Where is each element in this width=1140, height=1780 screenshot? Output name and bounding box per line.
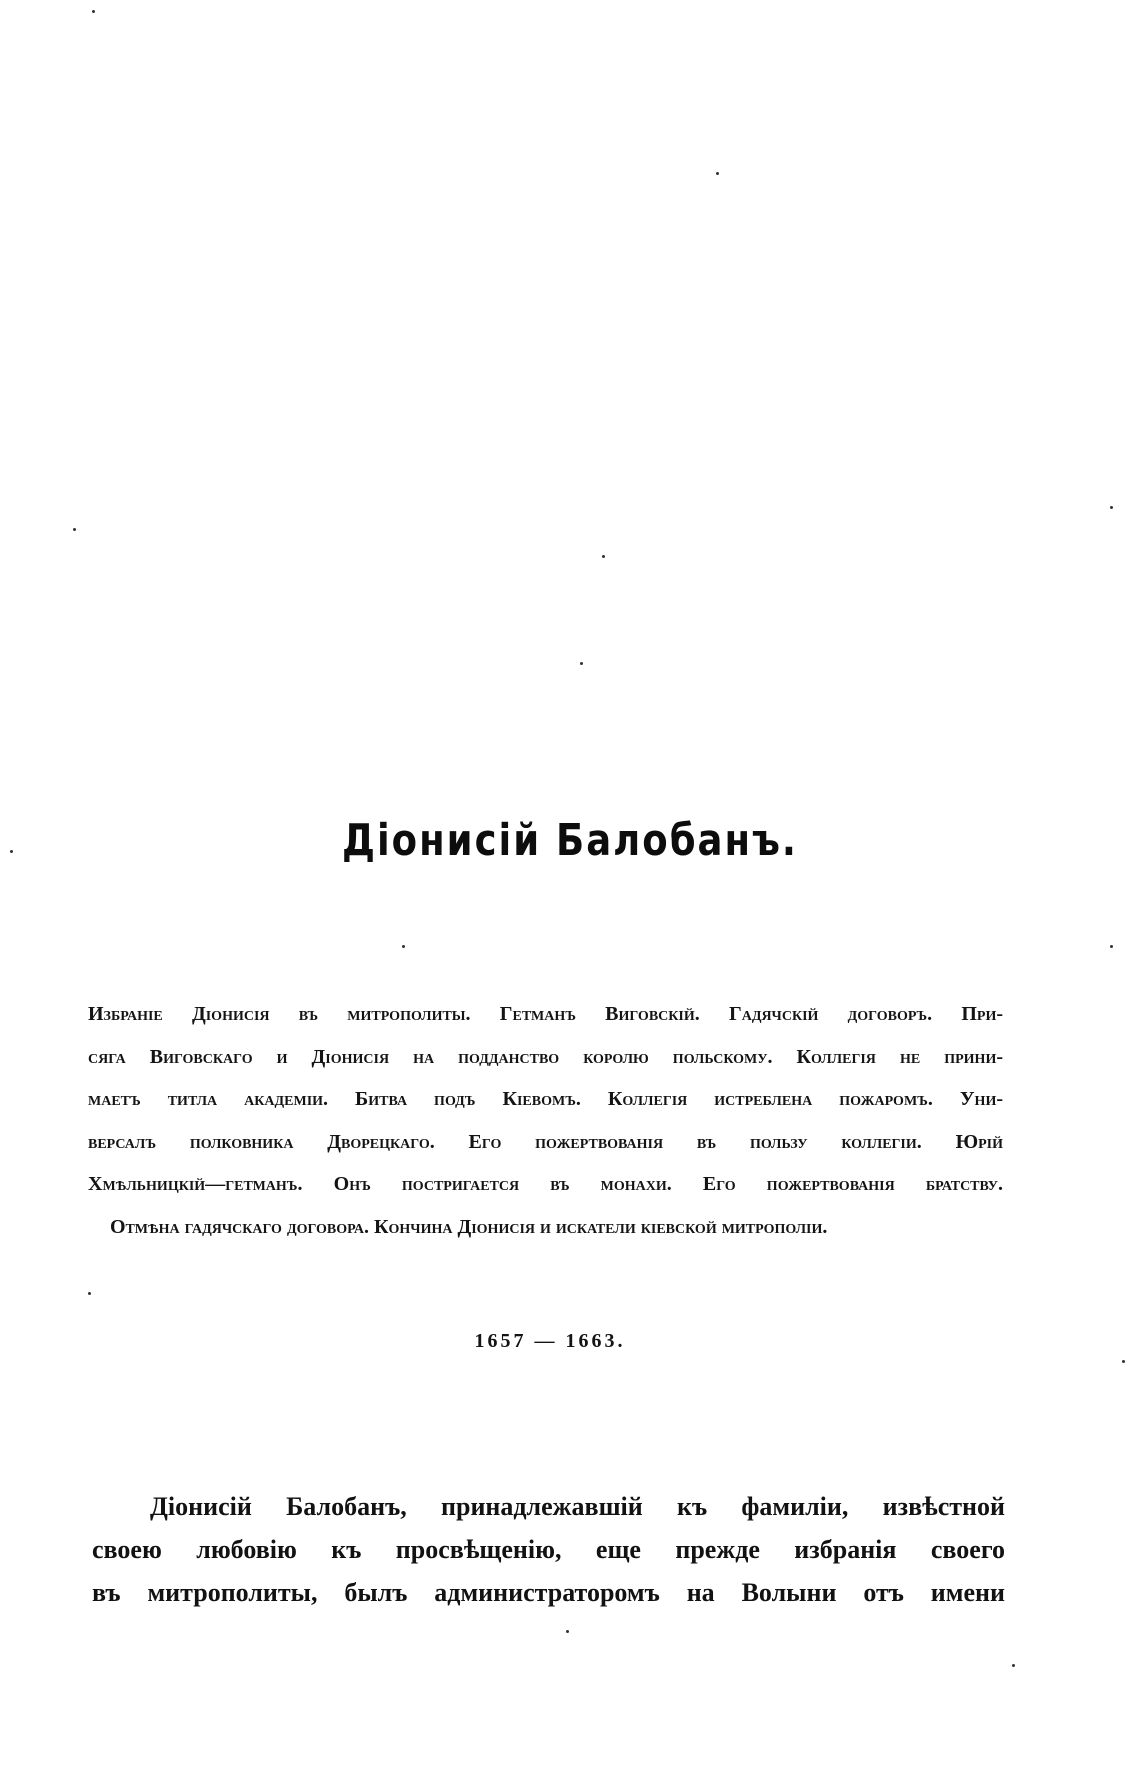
scan-speck (602, 555, 605, 558)
scan-speck (1012, 1664, 1015, 1667)
summary-line: Хмѣльницкій—гетманъ. Онъ постригается въ монахи. Его пожертвованія братству. (88, 1173, 1003, 1195)
summary-line: маетъ титла академіи. Битва подъ Кіевомъ. Коллегія истреблена пожаромъ. Уни- (88, 1088, 1003, 1110)
summary-line: Избраніе Діонисія въ митрополиты. Гетманъ Виговскій. Гадячскій договоръ. При- (88, 1003, 1003, 1025)
scan-speck (1122, 1360, 1125, 1363)
scan-speck (580, 662, 583, 665)
scan-speck (92, 10, 95, 13)
scan-speck (73, 528, 76, 531)
scan-speck (566, 1630, 569, 1633)
chapter-years: 1657 — 1663. (474, 1330, 626, 1352)
body-line: въ митрополиты, былъ администраторомъ на Волыни отъ имени (92, 1578, 1005, 1607)
summary-line: сяга Виговскаго и Діонисія на подданство королю польскому. Коллегія не прини- (88, 1045, 1003, 1068)
body-line: своею любовію къ просвѣщенію, еще прежде избранія своего (92, 1535, 1005, 1564)
scan-speck (1110, 945, 1113, 948)
body-line: Діонисій Балобанъ, принадлежавшій къ фамиліи, извѣстной (150, 1492, 1005, 1521)
body-paragraph (92, 1485, 1005, 1614)
summary-line: версалъ полковника Дворецкаго. Его пожертвованія въ пользу коллегіи. Юрій (88, 1130, 1003, 1153)
chapter-title: Діонисій Балобанъ. (342, 815, 798, 866)
scan-speck (88, 1292, 91, 1295)
scan-speck (716, 172, 719, 175)
summary-line: Отмѣна гадячскаго договора. Кончина Діонисія и искатели кіевской митрополіи. (110, 1215, 828, 1238)
chapter-summary (88, 993, 1003, 1248)
scan-speck (402, 945, 405, 948)
scan-speck (1110, 506, 1113, 509)
scan-speck (10, 850, 13, 853)
